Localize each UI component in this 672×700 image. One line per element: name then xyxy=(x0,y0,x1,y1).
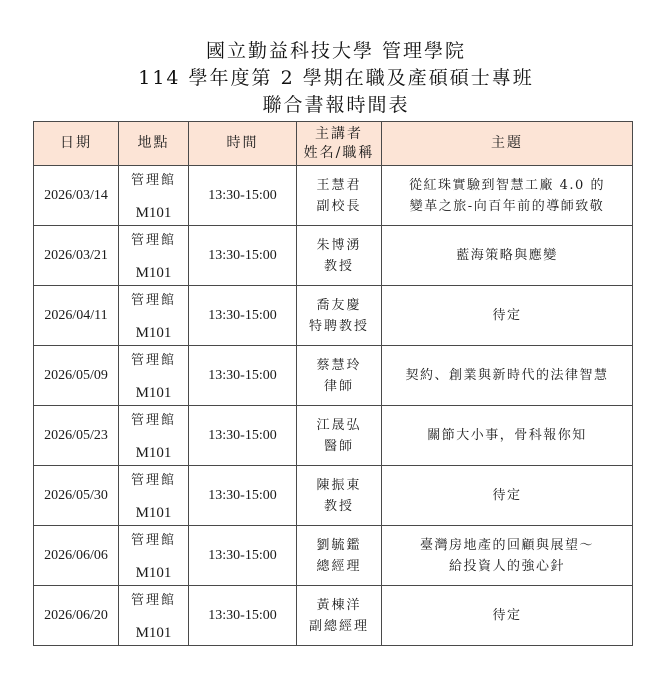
cell-location xyxy=(119,526,189,586)
cell-topic xyxy=(382,286,633,346)
speaker-title: 律師 xyxy=(323,378,354,394)
speaker-name: 江晟弘 xyxy=(316,417,362,433)
cell-date: 2026/06/20 xyxy=(34,586,119,646)
speaker-title: 教授 xyxy=(323,258,354,274)
document-title xyxy=(0,38,672,119)
cell-topic xyxy=(382,526,633,586)
speaker-name: 劉毓鑑 xyxy=(316,537,362,553)
location-building: 管理館 xyxy=(130,592,176,608)
table-row xyxy=(34,406,633,466)
speaker-name: 喬友慶 xyxy=(316,297,362,313)
cell-time: 13:30-15:00 xyxy=(189,166,297,226)
topic-line1: 待定 xyxy=(492,488,522,503)
header-time: 時間 xyxy=(189,122,297,166)
seminar-schedule-table xyxy=(33,121,633,646)
title-schedule: 聯合書報時間表 xyxy=(262,94,410,116)
cell-time: 13:30-15:00 xyxy=(189,586,297,646)
cell-location xyxy=(119,166,189,226)
cell-location xyxy=(119,226,189,286)
cell-date: 2026/03/21 xyxy=(34,226,119,286)
speaker-title: 醫師 xyxy=(323,438,354,454)
table-row xyxy=(34,346,633,406)
cell-topic xyxy=(382,346,633,406)
cell-topic xyxy=(382,466,633,526)
cell-date: 2026/04/11 xyxy=(34,286,119,346)
cell-location xyxy=(119,406,189,466)
cell-topic xyxy=(382,226,633,286)
title-program: 114 學年度第 2 學期在職及產碩碩士專班 xyxy=(138,67,534,89)
location-room: M101 xyxy=(135,384,172,401)
cell-speaker xyxy=(297,466,382,526)
speaker-name: 王慧君 xyxy=(316,177,362,193)
header-date: 日期 xyxy=(34,122,119,166)
location-room: M101 xyxy=(135,504,172,521)
location-building: 管理館 xyxy=(130,412,176,428)
speaker-title: 副校長 xyxy=(316,198,362,214)
table-row xyxy=(34,466,633,526)
topic-line1: 待定 xyxy=(492,308,522,323)
header-speaker-line1: 主講者 xyxy=(315,125,363,142)
cell-date: 2026/03/14 xyxy=(34,166,119,226)
topic-line1: 待定 xyxy=(492,608,522,623)
cell-time: 13:30-15:00 xyxy=(189,466,297,526)
header-speaker-line2: 姓名/職稱 xyxy=(303,144,375,161)
header-topic: 主題 xyxy=(382,122,633,166)
speaker-name: 陳振東 xyxy=(316,477,362,493)
location-building: 管理館 xyxy=(130,532,176,548)
cell-date: 2026/05/09 xyxy=(34,346,119,406)
cell-time: 13:30-15:00 xyxy=(189,286,297,346)
speaker-name: 朱博湧 xyxy=(316,237,362,253)
speaker-name: 黃棟洋 xyxy=(316,597,362,613)
speaker-title: 總經理 xyxy=(316,558,362,574)
location-building: 管理館 xyxy=(130,292,176,308)
topic-line1: 臺灣房地產的回顧與展望～ xyxy=(419,537,594,553)
cell-topic xyxy=(382,406,633,466)
cell-speaker xyxy=(297,286,382,346)
cell-topic xyxy=(382,166,633,226)
location-room: M101 xyxy=(135,624,172,641)
table-row xyxy=(34,226,633,286)
location-room: M101 xyxy=(135,564,172,581)
topic-line1: 契約、創業與新時代的法律智慧 xyxy=(405,368,609,383)
cell-location xyxy=(119,466,189,526)
cell-time: 13:30-15:00 xyxy=(189,346,297,406)
location-building: 管理館 xyxy=(130,352,176,368)
location-room: M101 xyxy=(135,324,172,341)
location-building: 管理館 xyxy=(130,472,176,488)
speaker-title: 副總經理 xyxy=(308,618,369,634)
cell-time: 13:30-15:00 xyxy=(189,406,297,466)
header-speaker xyxy=(297,122,382,166)
table-row xyxy=(34,526,633,586)
table-header-row xyxy=(34,122,633,166)
topic-line2: 變革之旅-向百年前的導師致敬 xyxy=(409,198,605,214)
table-row xyxy=(34,166,633,226)
cell-speaker xyxy=(297,406,382,466)
location-room: M101 xyxy=(135,444,172,461)
location-building: 管理館 xyxy=(130,232,176,248)
topic-line2: 給投資人的強心針 xyxy=(448,558,565,574)
cell-speaker xyxy=(297,166,382,226)
cell-speaker xyxy=(297,586,382,646)
header-location: 地點 xyxy=(119,122,189,166)
cell-speaker xyxy=(297,526,382,586)
cell-topic xyxy=(382,586,633,646)
location-room: M101 xyxy=(135,204,172,221)
cell-speaker xyxy=(297,226,382,286)
cell-speaker xyxy=(297,346,382,406)
table-row xyxy=(34,586,633,646)
cell-date: 2026/05/23 xyxy=(34,406,119,466)
location-room: M101 xyxy=(135,264,172,281)
topic-line1: 藍海策略與應變 xyxy=(456,248,558,263)
topic-line1: 關節大小事，骨科報你知 xyxy=(427,428,587,443)
cell-location xyxy=(119,586,189,646)
location-building: 管理館 xyxy=(130,172,176,188)
cell-time: 13:30-15:00 xyxy=(189,526,297,586)
speaker-name: 蔡慧玲 xyxy=(316,357,362,373)
topic-line1: 從紅珠實驗到智慧工廠 4.0 的 xyxy=(409,177,605,193)
speaker-title: 教授 xyxy=(323,498,354,514)
cell-location xyxy=(119,286,189,346)
cell-time: 13:30-15:00 xyxy=(189,226,297,286)
cell-date: 2026/05/30 xyxy=(34,466,119,526)
title-university: 國立勤益科技大學 管理學院 xyxy=(205,40,467,62)
cell-location xyxy=(119,346,189,406)
cell-date: 2026/06/06 xyxy=(34,526,119,586)
speaker-title: 特聘教授 xyxy=(308,318,369,334)
table-row xyxy=(34,286,633,346)
